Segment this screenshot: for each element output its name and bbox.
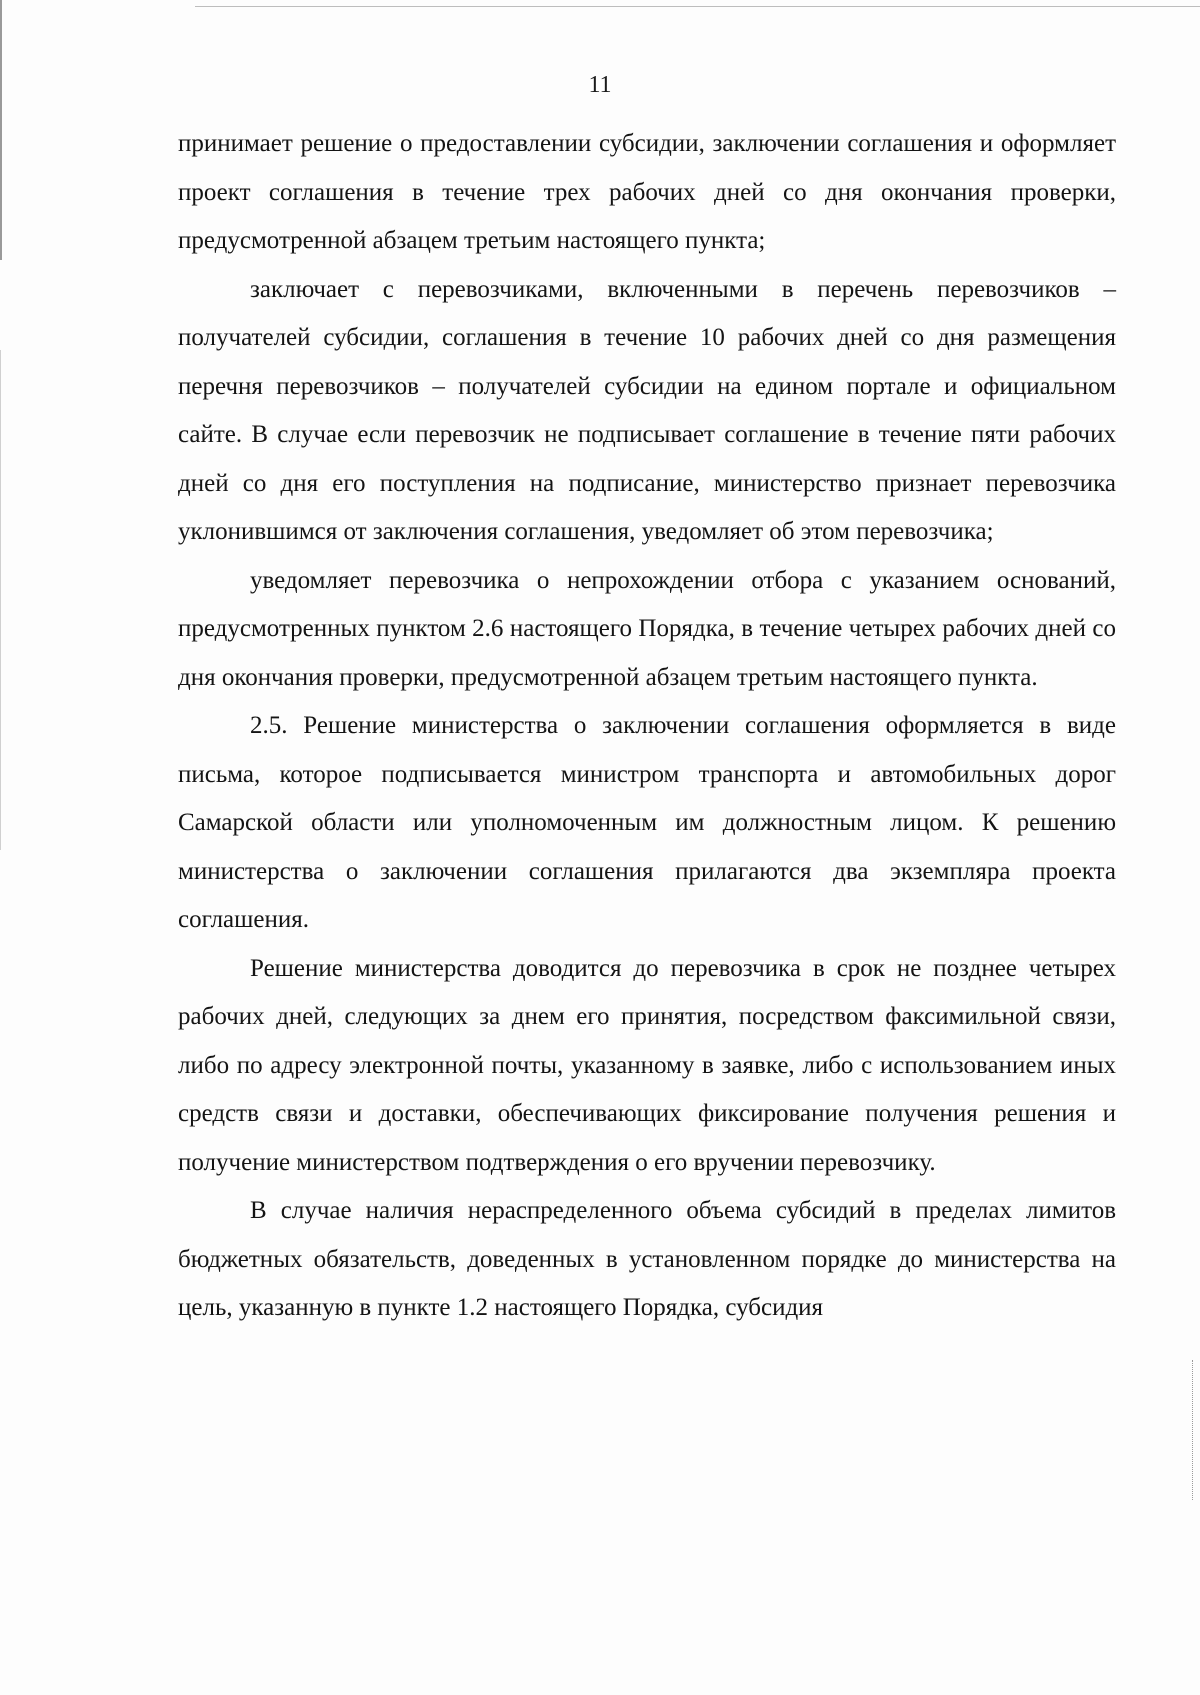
- paragraph-decision: принимает решение о предоставлении субсидии, заключении соглашения и оформляет проект соглашения в течение трех рабочих дней со дня окончания проверки, предусмотренной абзацем третьим настоящего пункта;: [178, 130, 1116, 254]
- paragraph-notification: уведомляет перевозчика о непрохождении отбора с указанием оснований, предусмотренных пунктом 2.6 настоящего Порядка, в течение четырех рабочих дней со дня окончания проверки, предусмотренной абзацем третьим настоящего пункта.: [178, 566, 1116, 691]
- scan-left-edge-faint: [0, 350, 1, 850]
- paragraph-2-5: 2.5. Решение министерства о заключении соглашения оформляется в виде письма, которое подписывается министром транспорта и автомобильных дорог Самарской области или уполномоченным им должностным лицом. К решению министерства о заключении соглашения прилагаются два экземпляра проекта соглашения.: [178, 712, 1116, 933]
- document-body: [178, 120, 1116, 1333]
- paragraph-remaining-subsidy: В случае наличия нераспределенного объема субсидий в пределах лимитов бюджетных обязательств, доведенных в установленном порядке до министерства на цель, указанную в пункте 1.2 настоящего Порядка, субсидия: [178, 1197, 1116, 1321]
- scan-left-edge: [0, 0, 2, 260]
- paragraph-communication: Решение министерства доводится до перевозчика в срок не позднее четырех рабочих дней, следующих за днем его принятия, посредством факсимильной связи, либо по адресу электронной почты, указанному в заявке, либо с использованием иных средств связи и доставки, обеспечивающих фиксирование получения решения и получение министерством подтверждения о его вручении перевозчику.: [178, 954, 1116, 1176]
- paragraph-agreements: заключает с перевозчиками, включенными в перечень перевозчиков – получателей субсидии, соглашения в течение 10 рабочих дней со дня размещения перечня перевозчиков – получателей субсидии на едином портале и официальном сайте. В случае если перевозчик не подписывает соглашение в течение пяти рабочих дней со дня его поступления на подписание, министерство признает перевозчика уклонившимся от заключения соглашения, уведомляет об этом перевозчика;: [178, 275, 1116, 545]
- scan-top-edge: [195, 6, 1200, 7]
- scan-right-marks: [1192, 1360, 1194, 1500]
- page-number: 11: [588, 72, 612, 98]
